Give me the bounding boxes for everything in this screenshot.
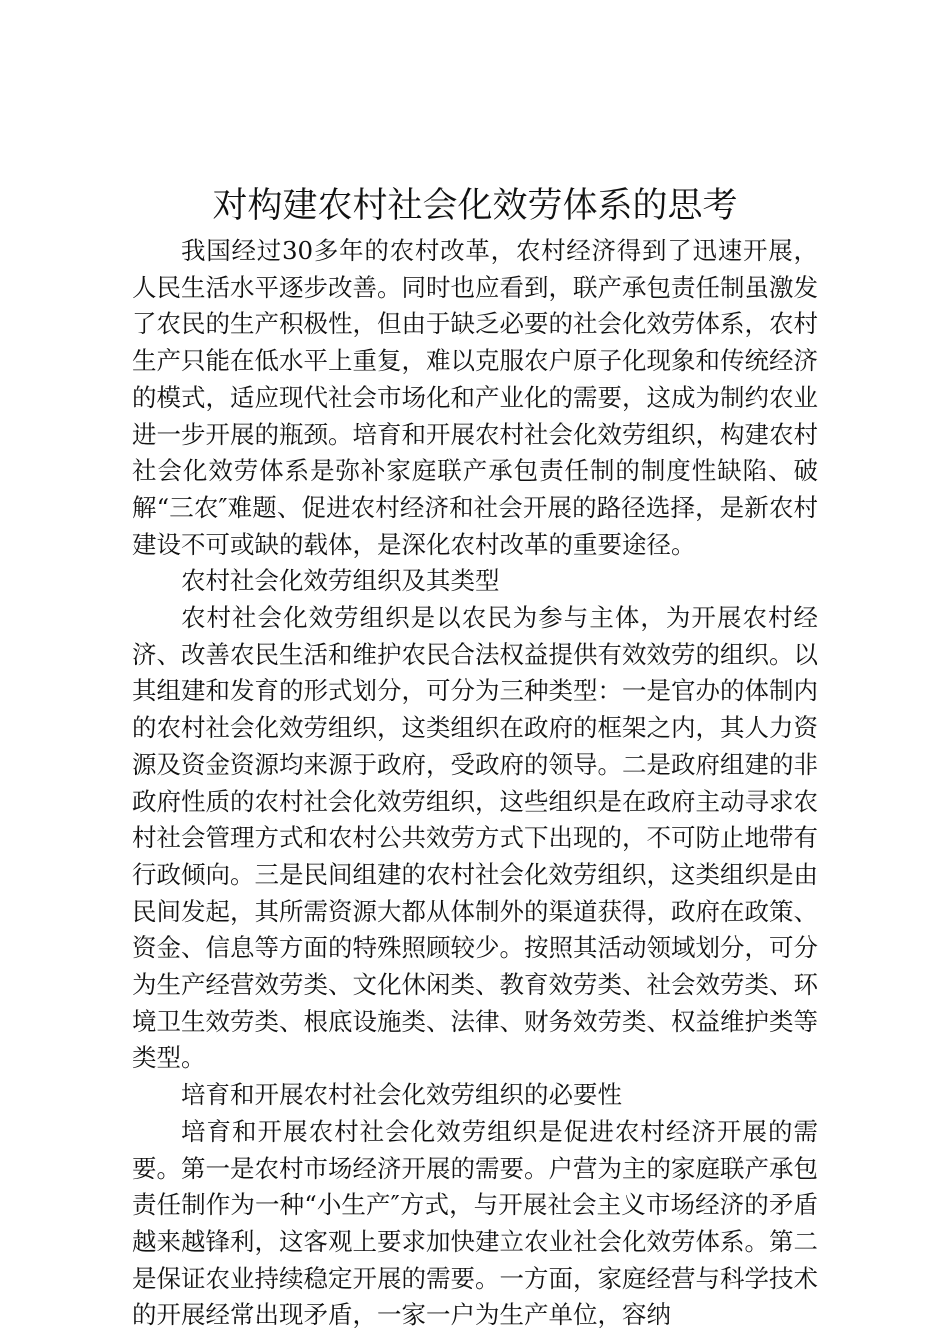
section-heading-types: 农村社会化效劳组织及其类型	[181, 566, 500, 596]
paragraph-necessity: 培育和开展农村社会化效劳组织是促进农村经济开展的需要。第一是农村市场经济开展的需要。户营为主的家庭联产承包责任制作为一种“小生产″方式，与开展社会主义市场经济的矛盾越来越锋利，这客观上要求加快建立农业社会化效劳体系。第二是保证农业持续稳定开展的需要。一方面，家庭经营与科学技术的开展经常出现矛盾，一家一户为生产单位，容纳	[132, 1116, 818, 1330]
document-body	[132, 233, 818, 1334]
document-title: 对构建农村社会化效劳体系的思考	[212, 186, 738, 226]
section-heading-necessity: 培育和开展农村社会化效劳组织的必要性	[181, 1080, 622, 1110]
paragraph-intro: 我国经过30多年的农村改革，农村经济得到了迅速开展，人民生活水平逐步改善。同时也应看到，联产承包责任制虽激发了农民的生产积极性，但由于缺乏必要的社会化效劳体系，农村生产只能在低水平上重复，难以克服农户原子化现象和传统经济的模式，适应现代社会市场化和产业化的需要，这成为制约农业进一步开展的瓶颈。培育和开展农村社会化效劳组织，构建农村社会化效劳体系是弥补家庭联产承包责任制的制度性缺陷、破解“三农″难题、促进农村经济和社会开展的路径选择，是新农村建设不可或缺的载体，是深化农村改革的重要途径。	[132, 236, 818, 559]
paragraph-types: 农村社会化效劳组织是以农民为参与主体，为开展农村经济、改善农民生活和维护农民合法权益提供有效效劳的组织。以其组建和发育的形式划分，可分为三种类型：一是官办的体制内的农村社会化效劳组织，这类组织在政府的框架之内，其人力资源及资金资源均来源于政府，受政府的领导。二是政府组建的非政府性质的农村社会化效劳组织，这些组织是在政府主动寻求农村社会管理方式和农村公共效劳方式下出现的，不可防止地带有行政倾向。三是民间组建的农村社会化效劳组织，这类组织是由民间发起，其所需资源大都从体制外的渠道获得，政府在政策、资金、信息等方面的特殊照顾较少。按照其活动领域划分，可分为生产经营效劳类、文化休闲类、教育效劳类、社会效劳类、环境卫生效劳类、根底设施类、法律、财务效劳类、权益维护类等类型。	[132, 603, 818, 1073]
